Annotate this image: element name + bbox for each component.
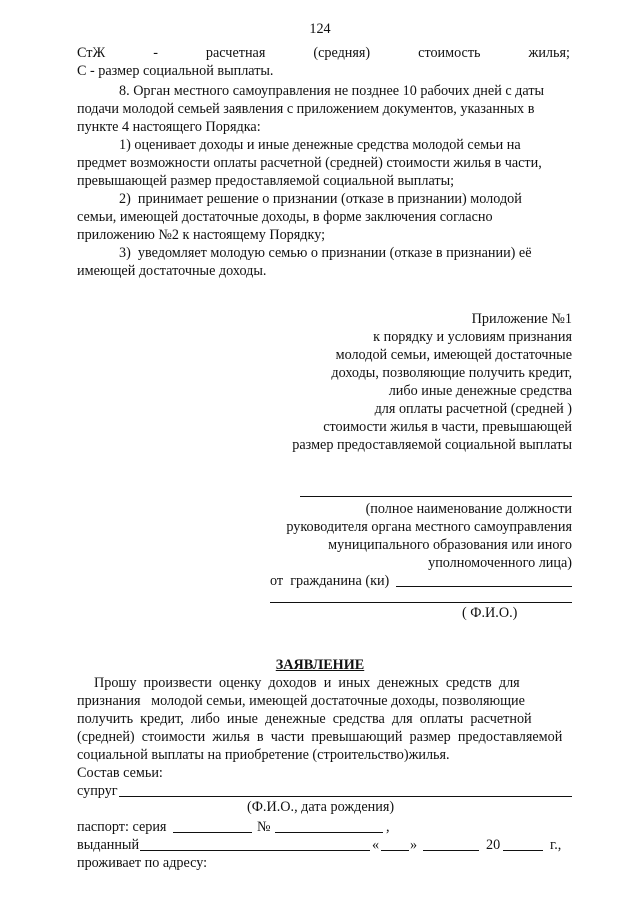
family-label: Состав семьи: [77,765,163,781]
spouse-label: супруг [77,783,118,799]
c-definition: С - размер социальной выплаты. [77,63,274,79]
quote-close: » [410,837,418,853]
statement-line: Прошу произвести оценку доходов и иных денежных средств для [94,675,520,691]
appendix-line: стоимости жилья в части, превышающей [323,419,572,435]
statement-heading-text: ЗАЯВЛЕНИЕ [275,657,365,673]
p8-line-1: 8. Орган местного самоуправления не позднее 10 рабочих дней с даты [119,83,545,99]
page-number: 124 [309,21,331,37]
issued-year-blank[interactable] [503,850,543,851]
item2-line-3: приложению №2 к настоящему Порядку; [77,227,326,243]
item2-line-1: 2) принимает решение о признании (отказе в признании) молодой [119,191,522,207]
appendix-line: молодой семьи, имеющей достаточные [335,347,572,363]
addressee-caption: уполномоченного лица) [428,555,572,571]
item3-line-2: имеющей достаточные доходы. [77,263,267,279]
issued-by-blank[interactable] [140,850,370,851]
stj-word-6: жилья; [528,45,570,61]
address-label: проживает по адресу: [77,855,208,871]
appendix-line: для оплаты расчетной (средней ) [374,401,572,417]
appendix-line: размер предоставляемой социальной выплаты [292,437,572,453]
p8-line-3: пункте 4 настоящего Порядка: [77,119,261,135]
year-prefix: 20 [486,837,501,853]
addressee-position-blank[interactable] [300,496,572,497]
item1-line-1: 1) оценивает доходы и иные денежные средства молодой семьи на [119,137,521,153]
spouse-blank[interactable] [119,796,572,797]
statement-line: (средней) стоимости жилья в части превышающий размер предоставляемой [77,729,563,745]
fio-blank[interactable] [270,602,572,603]
appendix-title: Приложение №1 [471,311,572,327]
statement-line: признания молодой семьи, имеющей достаточные доходы, позволяющие [77,693,525,709]
issued-month-blank[interactable] [423,850,479,851]
item1-line-3: превышающей размер предоставляемой социальной выплаты; [77,173,455,189]
issued-label: выданный [77,837,140,853]
addressee-caption: муниципального образования или иного [328,537,572,553]
item3-line-1: 3) уведомляет молодую семью о признании (отказе в признании) её [119,245,532,261]
stj-word-2: - [153,45,158,61]
from-citizen-blank[interactable] [396,586,572,587]
statement-line: социальной выплаты на приобретение (строительство)жилья. [77,747,450,763]
fio-caption: ( Ф.И.О.) [462,605,518,621]
passport-series-blank[interactable] [173,832,252,833]
stj-word-1: СтЖ [77,45,106,61]
quote-open: « [372,837,380,853]
item1-line-2: предмет возможности оплаты расчетной (средней) стоимости жилья в части, [77,155,542,171]
addressee-caption: (полное наименование должности [365,501,572,517]
stj-word-3: расчетная [205,45,266,61]
stj-word-4: (средняя) [313,45,371,61]
appendix-line: доходы, позволяющие получить кредит, [331,365,572,381]
passport-comma: , [386,819,390,835]
appendix-line: либо иные денежные средства [388,383,572,399]
appendix-line: к порядку и условиям признания [373,329,572,345]
from-citizen-label: от гражданина (ки) [270,573,390,589]
passport-number-blank[interactable] [275,832,383,833]
fio-dob-caption: (Ф.И.О., дата рождения) [247,799,395,815]
year-suffix: г., [550,837,562,853]
statement-line: получить кредит, либо иные денежные средства для оплаты расчетной [77,711,532,727]
item2-line-2: семьи, имеющей достаточные доходы, в форме заключения согласно [77,209,493,225]
addressee-caption: руководителя органа местного самоуправления [286,519,572,535]
passport-number-sign: № [257,819,271,835]
p8-line-2: подачи молодой семьей заявления с приложением документов, указанных в [77,101,535,117]
issued-day-blank[interactable] [381,850,409,851]
stj-word-5: стоимость [418,45,481,61]
passport-label: паспорт: серия [77,819,167,835]
stj-definition [77,44,570,62]
statement-heading [0,656,640,674]
